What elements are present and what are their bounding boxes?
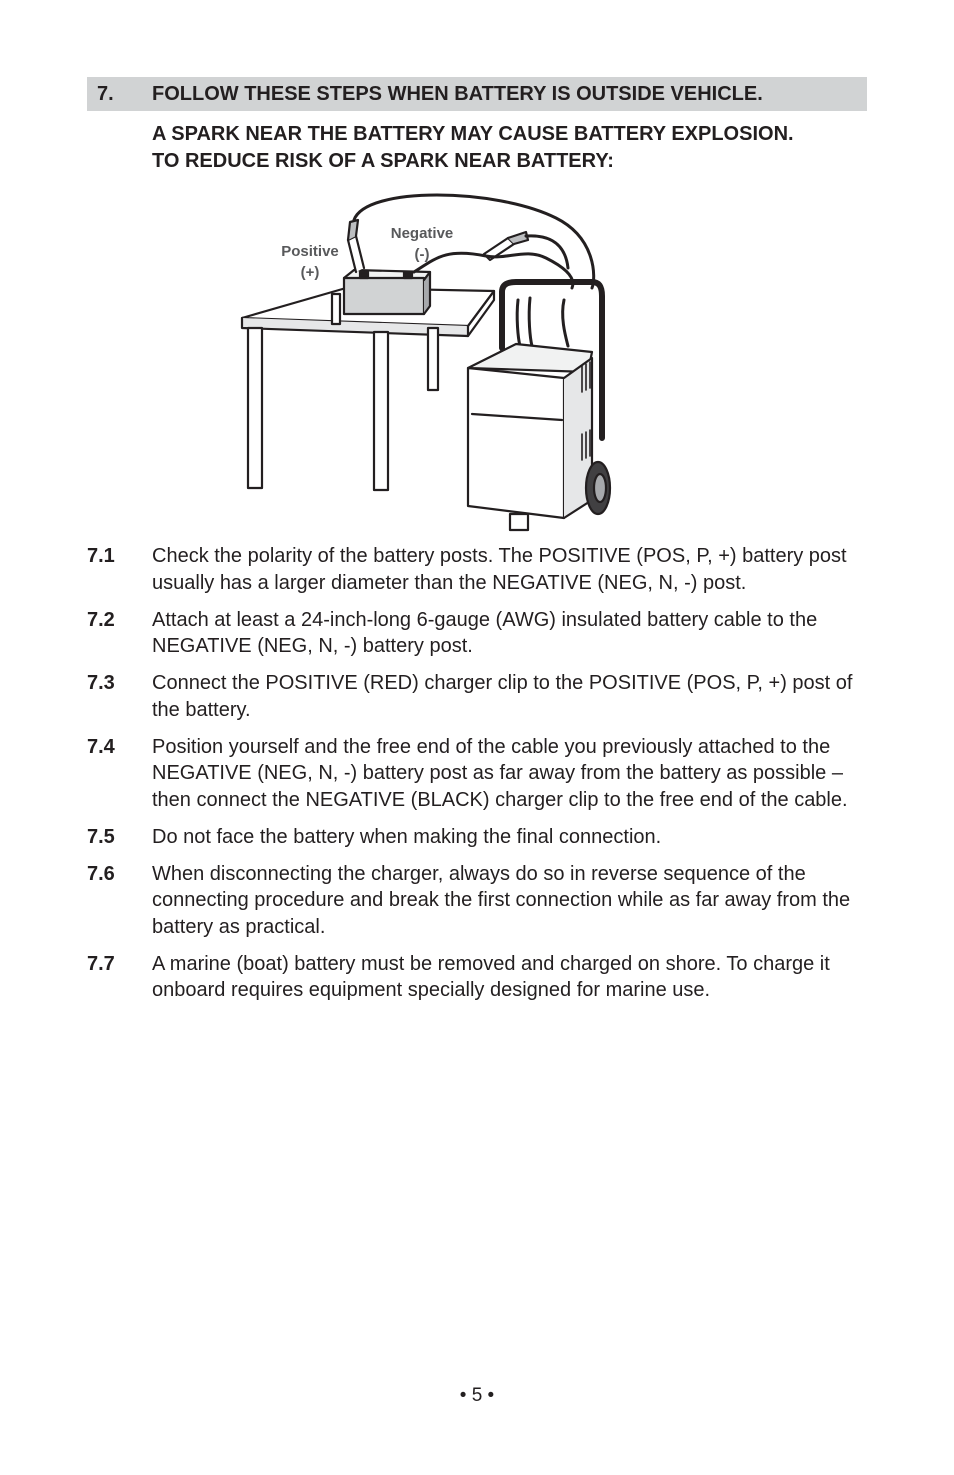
step-item: [87, 543, 877, 596]
step-item: [87, 670, 877, 723]
step-text: A marine (boat) battery must be removed and charged on shore. To charge it onboard requires equipment specially designed for marine use.: [152, 952, 830, 1001]
step-text: Connect the POSITIVE (RED) charger clip to the POSITIVE (POS, P, +) post of the battery.: [152, 672, 853, 721]
step-text: Do not face the battery when making the final connection.: [152, 825, 662, 848]
step-item: [87, 607, 877, 660]
step-text: Check the polarity of the battery posts. The POSITIVE (POS, P, +) battery post usually has a larger diameter than the NEGATIVE (NEG, N, -) post.: [152, 545, 847, 594]
positive-symbol: (+): [300, 264, 320, 281]
step-number: 7.7: [87, 952, 115, 975]
positive-label: Positive: [281, 243, 339, 260]
battery: [344, 270, 430, 314]
table: [242, 288, 494, 490]
clamp-cable: [526, 236, 568, 268]
step-text: Attach at least a 24-inch-long 6-gauge (AWG) insulated battery cable to the NEGATIVE (NEG, N, -) battery post.: [152, 608, 818, 657]
section-header: [87, 77, 867, 111]
negative-symbol: (-): [414, 246, 430, 263]
step-number: 7.6: [87, 862, 115, 885]
step-number: 7.4: [87, 735, 115, 758]
step-number: 7.3: [87, 672, 115, 694]
step-list: [87, 543, 877, 1014]
section-number: 7.: [97, 83, 114, 105]
spark-warning: [152, 121, 872, 175]
step-item: [87, 861, 877, 941]
positive-clamp: [348, 220, 364, 272]
battery-charger: [468, 282, 610, 530]
negative-label: Negative: [390, 225, 454, 242]
warning-line-1: A SPARK NEAR THE BATTERY MAY CAUSE BATTERY EXPLOSION.: [152, 123, 794, 145]
step-item: [87, 824, 877, 851]
battery-charging-illustration: [236, 188, 616, 538]
step-item: [87, 951, 877, 1004]
step-text: Position yourself and the free end of the cable you previously attached to the NEGATIVE (NEG, N, -) battery post as far away from the battery as possible – then connect the NEGATIVE (BLACK) charger clip to the free end of the cable.: [152, 735, 848, 811]
step-number: 7.1: [87, 545, 115, 567]
section-title: FOLLOW THESE STEPS WHEN BATTERY IS OUTSIDE VEHICLE.: [152, 83, 763, 105]
step-number: 7.2: [87, 608, 115, 631]
warning-line-2: TO REDUCE RISK OF A SPARK NEAR BATTERY:: [152, 150, 614, 172]
step-number: 7.5: [87, 825, 115, 848]
page-number: • 5 •: [459, 1385, 495, 1406]
step-text: When disconnecting the charger, always do so in reverse sequence of the connecting procedure and break the first connection while as far away from the battery as practical.: [152, 862, 851, 938]
step-item: [87, 734, 877, 814]
